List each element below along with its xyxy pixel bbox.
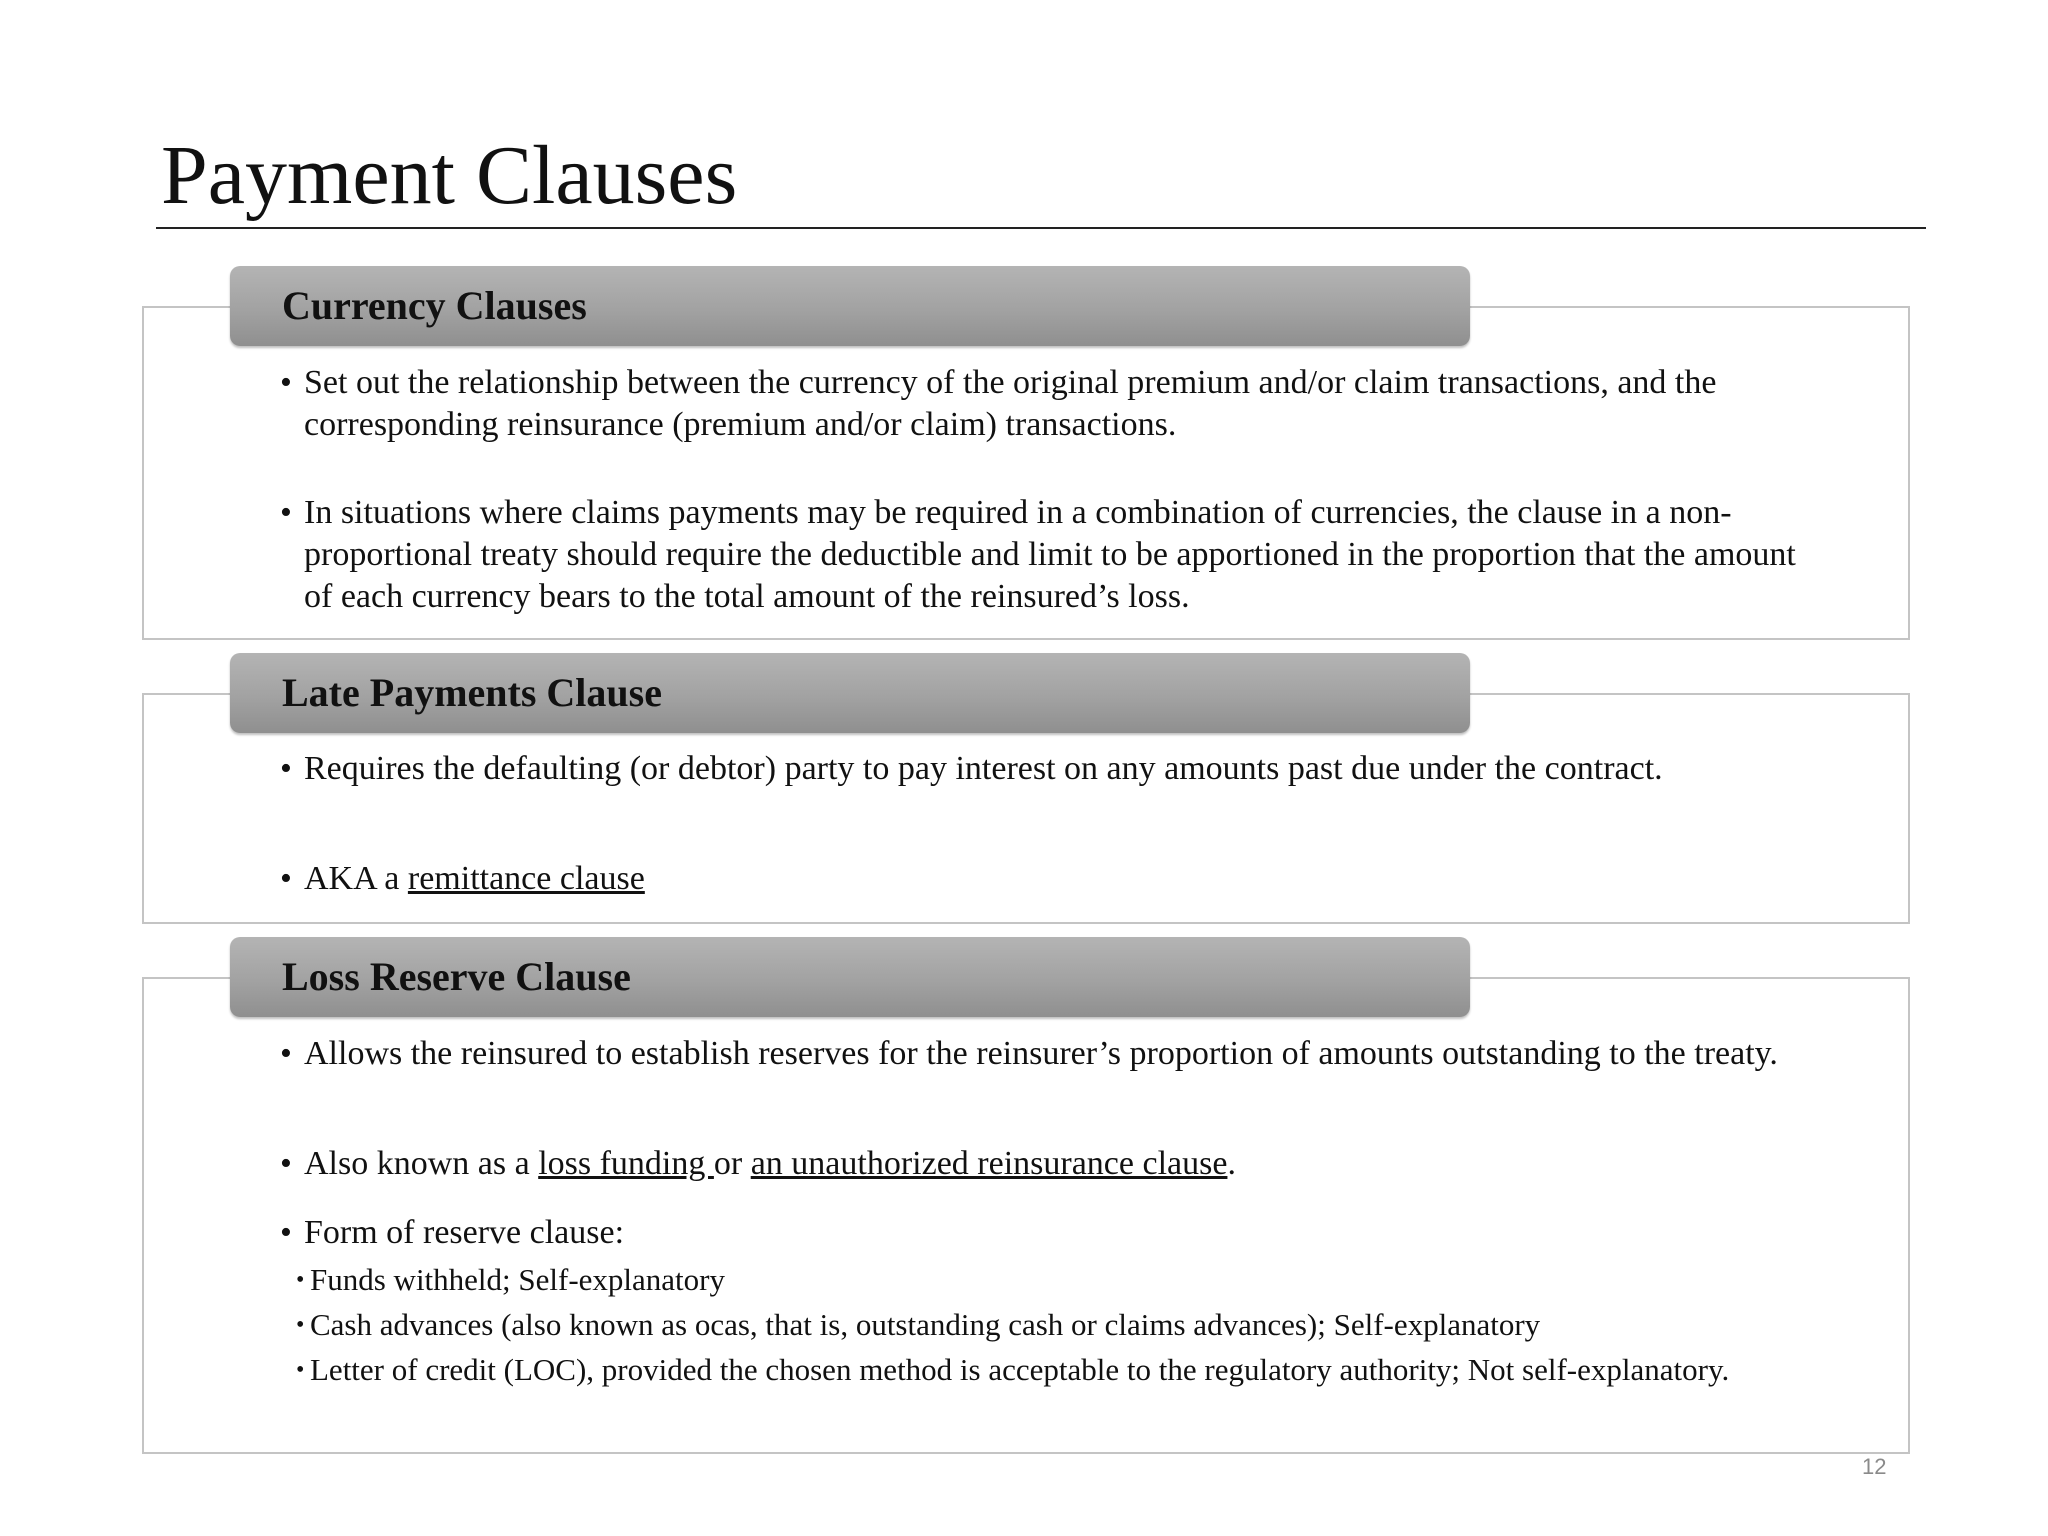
- also-known-prefix: Also known as a: [304, 1145, 539, 1182]
- page-number: 12: [1862, 1454, 1887, 1479]
- section-heading: Loss Reserve Clause: [282, 954, 631, 999]
- list-item: • In situations where claims payments may be required in a combination of currencies, the clause in a non-proportional treaty should require the deductible and limit to be apportioned in the proportion that the amount of each currency bears to the total amount of the reinsured’s loss.: [280, 492, 1800, 618]
- also-known-middle: or: [713, 1145, 751, 1182]
- title-divider: [156, 227, 1926, 229]
- list-item: [280, 858, 1800, 900]
- sub-list-item: • Letter of credit (LOC), provided the chosen method is acceptable to the regulatory authority; Not self-explanatory.: [296, 1351, 1796, 1389]
- also-known-suffix: .: [1227, 1145, 1236, 1182]
- list-item: • Set out the relationship between the currency of the original premium and/or claim transactions, and the corresponding reinsurance (premium and/or claim) transactions.: [280, 362, 1800, 446]
- remittance-clause-term: remittance clause: [407, 860, 645, 897]
- unauthorized-reinsurance-term: an unauthorized reinsurance clause: [750, 1145, 1228, 1182]
- section-heading: Late Payments Clause: [282, 670, 662, 715]
- currency-clauses-header: [230, 266, 1470, 346]
- list-item: • Allows the reinsured to establish reserves for the reinsurer’s proportion of amounts outstanding to the treaty.: [280, 1033, 1800, 1075]
- list-item: • Requires the defaulting (or debtor) party to pay interest on any amounts past due under the contract.: [280, 748, 1800, 790]
- section-heading: Currency Clauses: [282, 283, 587, 328]
- sub-list-item: • Cash advances (also known as ocas, that is, outstanding cash or claims advances); Self-explanatory: [296, 1306, 1796, 1344]
- loss-reserve-header: [230, 937, 1470, 1017]
- sub-list-item: • Funds withheld; Self-explanatory: [296, 1261, 1796, 1299]
- aka-prefix: AKA a: [304, 860, 408, 897]
- list-item: • Form of reserve clause:: [280, 1212, 1800, 1254]
- loss-funding-term: loss funding: [538, 1145, 714, 1182]
- slide-title: Payment Clauses: [161, 129, 738, 222]
- list-item: [280, 1143, 1800, 1185]
- late-payments-header: [230, 653, 1470, 733]
